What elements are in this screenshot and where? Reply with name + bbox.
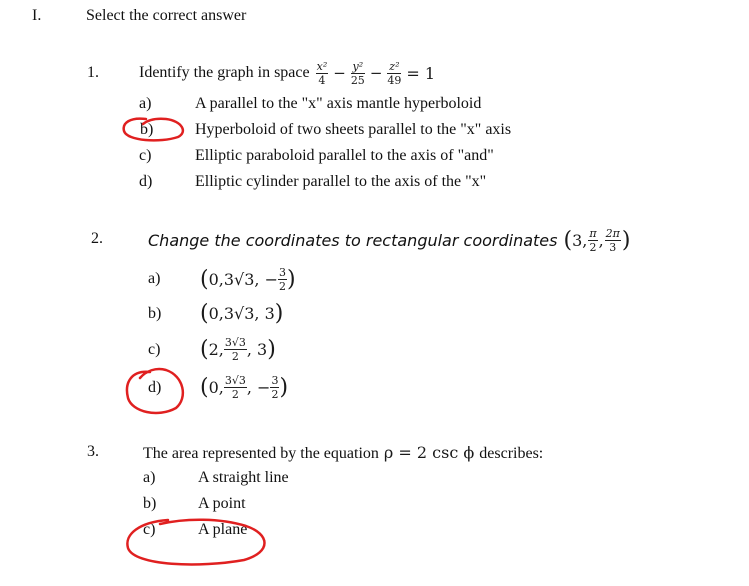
q1-eq-rhs: = 1 <box>406 63 436 83</box>
q3-option-a-letter: a) <box>143 469 156 486</box>
q2-option-c-letter: c) <box>148 341 161 358</box>
q2-option-a-pre: 0,3√3, − <box>208 269 278 289</box>
q2-option-b-expr: ( 0,3√3, 3 ) <box>200 300 284 326</box>
q2-point-f2-num: 2π <box>605 226 620 240</box>
q2-option-c-pre: 2, <box>208 339 224 359</box>
q2-option-c-den: 2 <box>231 349 239 363</box>
q3-equation: ρ = 2 csc ϕ <box>383 443 475 462</box>
q2-option-d-pre: 0, <box>208 377 224 397</box>
q1-eq-t3-den: 49 <box>387 73 402 87</box>
q2-point-f1-num: π <box>589 226 597 240</box>
answer-circle-q1-b <box>124 119 183 141</box>
q3-option-c-letter: c) <box>143 521 156 538</box>
q2-option-b-text: 0,3√3, 3 <box>208 303 275 323</box>
q3-option-a-text: A straight line <box>198 469 289 486</box>
q1-eq-minus2: − <box>369 64 383 82</box>
q2-point-f1-den: 2 <box>589 240 597 254</box>
q1-number: 1. <box>87 64 99 81</box>
q2-option-d-num2: 3 <box>271 373 279 387</box>
q1-eq-t1-den: 4 <box>318 73 326 87</box>
q2-option-a-letter: a) <box>148 270 161 287</box>
q2-option-c-expr: ( 2, $\frac{3√3}{2}$ , 3 ) <box>200 335 276 363</box>
q2-option-a-den: 2 <box>279 279 286 293</box>
section-numeral: I. <box>32 7 42 24</box>
q1-eq-t1-num: x² <box>316 59 328 73</box>
q3-option-b-letter: b) <box>143 495 157 512</box>
q1-option-b-letter: b) <box>140 121 154 138</box>
q2-number: 2. <box>91 230 103 247</box>
q2-prompt: Change the coordinates to rectangular coordinates <box>148 230 558 250</box>
q3-option-b-text: A point <box>198 495 246 512</box>
q3-suffix: describes: <box>479 445 544 462</box>
q1-eq-t2-num: y² <box>352 59 364 73</box>
q2-point-a: 3, <box>572 230 588 250</box>
section-heading: Select the correct answer <box>86 7 247 24</box>
q1-option-d-letter: d) <box>139 173 153 190</box>
q1-option-c-text: Elliptic paraboloid parallel to the axis of "and" <box>195 147 494 164</box>
q1-option-a-text: A parallel to the "x" axis mantle hyperboloid <box>195 95 482 112</box>
q2-option-c-num: 3√3 <box>224 335 246 349</box>
q2-option-d-den: 2 <box>231 387 239 401</box>
q2-option-d-letter: d) <box>148 379 162 396</box>
q2-option-d-expr: ( 0, $\frac{3√3}{2}$ , − $\frac{3}{2}$ ) <box>200 373 289 401</box>
q2-option-a-expr: ( 0,3√3, − $\frac{3}{2}$ ) <box>200 265 296 293</box>
q1-option-a-letter: a) <box>139 95 152 112</box>
q1-prompt: Identify the graph in space <box>139 64 310 81</box>
q3-prompt: The area represented by the equation <box>143 445 379 462</box>
q2-option-d-num: 3√3 <box>224 373 246 387</box>
q2-point: ( 3, $\frac{\pi}{2}$ , $\frac{2\pi}{3}$ ) <box>563 226 631 254</box>
q2-option-c-post: , 3 <box>246 339 268 359</box>
q2-option-a-num: 3 <box>279 265 286 279</box>
q1-eq-t3-num: z² <box>389 59 400 73</box>
q2-point-f2-den: 3 <box>609 240 617 254</box>
q3-number: 3. <box>87 443 99 460</box>
q1-option-b-text: Hyperboloid of two sheets parallel to the "x" axis <box>195 121 512 138</box>
answer-circle-q3-c <box>127 520 264 565</box>
q1-eq-minus1: − <box>333 64 346 82</box>
q3-option-c-text: A plane <box>198 521 248 538</box>
answer-circle-q2-d <box>127 369 183 413</box>
q1-option-c-letter: c) <box>139 147 152 164</box>
q1-eq-t2-den: 25 <box>350 73 365 87</box>
q2-option-d-post: , − <box>246 377 271 397</box>
q2-option-b-letter: b) <box>148 305 162 322</box>
q2-point-comma: , <box>598 230 604 250</box>
q2-option-d-den2: 2 <box>271 387 279 401</box>
q1-option-d-text: Elliptic cylinder parallel to the axis of the "x" <box>195 173 487 190</box>
